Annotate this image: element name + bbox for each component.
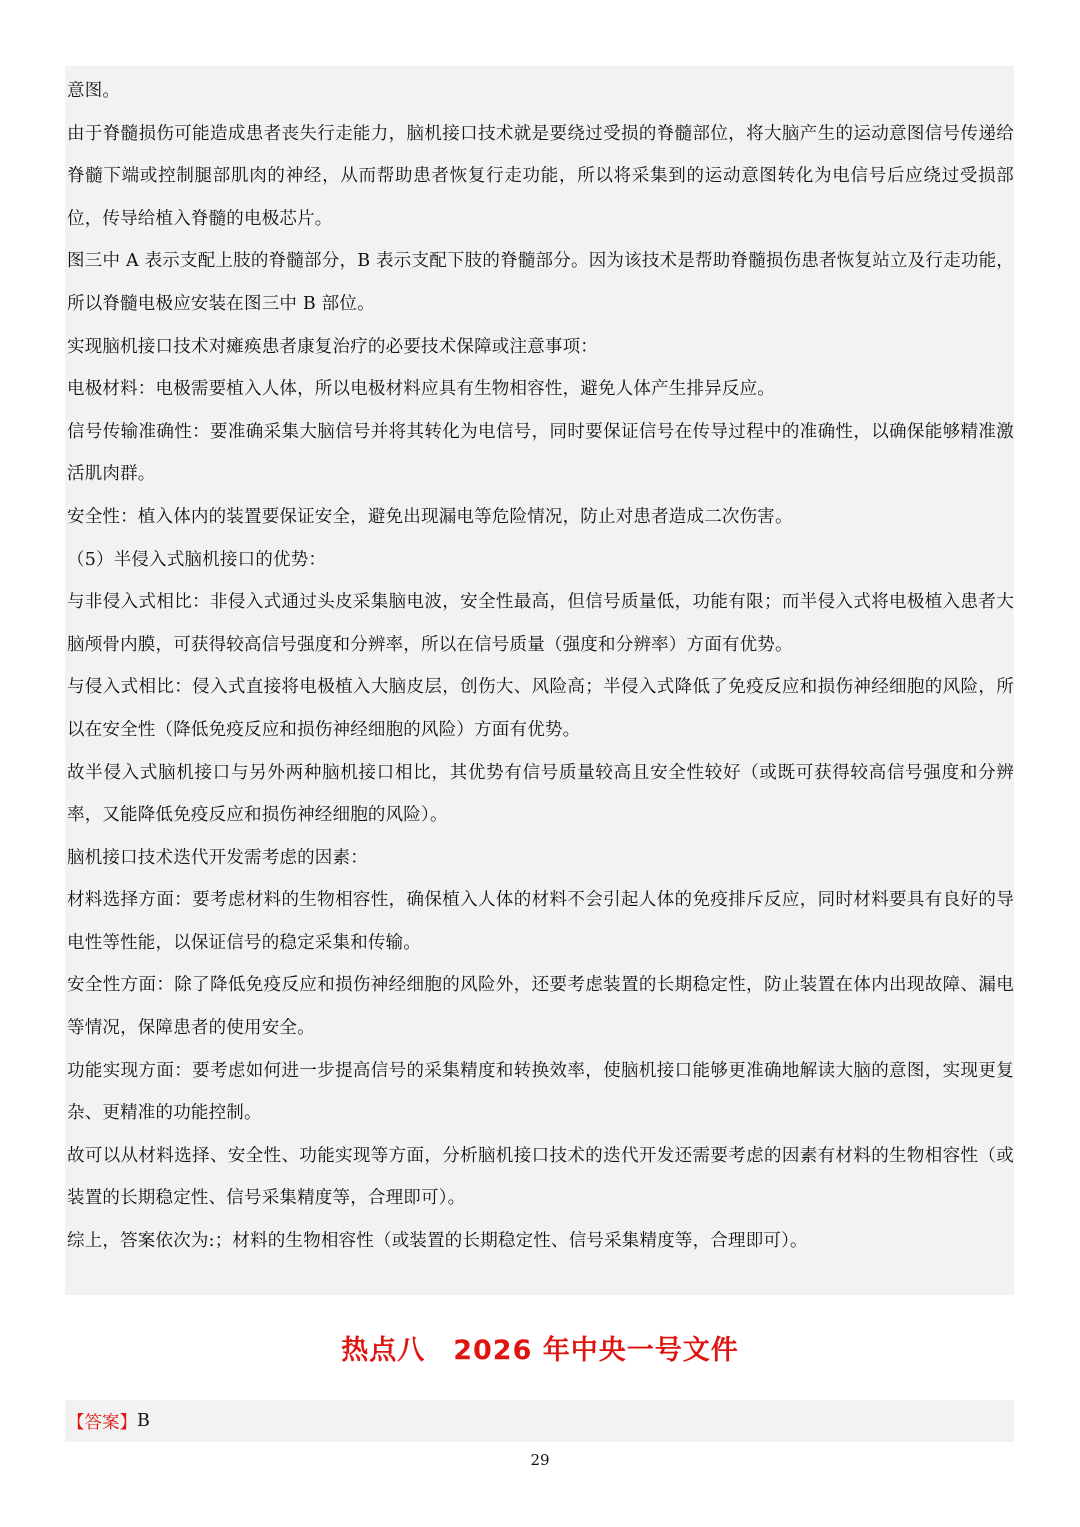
paragraph: 与侵入式相比：侵入式直接将电极植入大脑皮层，创伤大、风险高；半侵入式降低了免疫反应和损伤神经细胞的风险，所以在安全性（降低免疫反应和损伤神经细胞的风险）方面有优势。 [67, 677, 1014, 740]
explanation-box [65, 66, 1014, 1295]
answer-label: 【答案】 [67, 1412, 137, 1433]
paragraph: 实现脑机接口技术对瘫痪患者康复治疗的必要技术保障或注意事项： [67, 336, 598, 357]
paragraph: 由于脊髓损伤可能造成患者丧失行走能力，脑机接口技术就是要绕过受损的脊髓部位，将大脑产生的运动意图信号传递给脊髓下端或控制腿部肌肉的神经，从而帮助患者恢复行走功能，所以将采集到的运动意图转化为电信号后应绕过受损部位，传导给植入脊髓的电极芯片。 [67, 123, 1014, 229]
paragraph: 信号传输准确性：要准确采集大脑信号并将其转化为电信号，同时要保证信号在传导过程中的准确性，以确保能够精准激活肌肉群。 [67, 421, 1014, 485]
answer-bar [65, 1400, 1014, 1442]
paragraph: 故可以从材料选择、安全性、功能实现等方面，分析脑机接口技术的迭代开发还需要考虑的因素有材料的生物相容性（或装置的长期稳定性、信号采集精度等，合理即可）。 [67, 1145, 1014, 1209]
section-title: 热点八 2026 年中央一号文件 [341, 1335, 739, 1366]
page-number: 29 [530, 1451, 550, 1469]
paragraph: 电极材料：电极需要植入人体，所以电极材料应具有生物相容性，避免人体产生排异反应。 [67, 379, 775, 400]
answer-value: B [137, 1411, 150, 1431]
paragraph: 安全性方面：除了降低免疫反应和损伤神经细胞的风险外，还要考虑装置的长期稳定性，防止装置在体内出现故障、漏电等情况，保障患者的使用安全。 [67, 975, 1014, 1039]
paragraph: 安全性：植入体内的装置要保证安全，避免出现漏电等危险情况，防止对患者造成二次伤害。 [67, 506, 793, 527]
paragraph: 与非侵入式相比：非侵入式通过头皮采集脑电波，安全性最高，但信号质量低，功能有限；而半侵入式将电极植入患者大脑颅骨内膜，可获得较高信号强度和分辨率，所以在信号质量（强度和分辨率）方面有优势。 [67, 592, 1014, 655]
paragraph: 图三中 A 表示支配上肢的脊髓部分，B 表示支配下肢的脊髓部分。因为该技术是帮助脊髓损伤患者恢复站立及行走功能，所以脊髓电极应安装在图三中 B 部位。 [67, 251, 1014, 314]
paragraph: 材料选择方面：要考虑材料的生物相容性，确保植入人体的材料不会引起人体的免疫排斥反应，同时材料要具有良好的导电性等性能，以保证信号的稳定采集和传输。 [67, 890, 1014, 953]
paragraph: （5）半侵入式脑机接口的优势： [67, 549, 327, 570]
paragraph: 功能实现方面：要考虑如何进一步提高信号的采集精度和转换效率，使脑机接口能够更准确地解读大脑的意图，实现更复杂、更精准的功能控制。 [67, 1060, 1014, 1124]
paragraph: 故半侵入式脑机接口与另外两种脑机接口相比，其优势有信号质量较高且安全性较好（或既可获得较高信号强度和分辨率，又能降低免疫反应和损伤神经细胞的风险）。 [67, 762, 1014, 826]
paragraph: 综上，答案依次为:；材料的生物相容性（或装置的长期稳定性、信号采集精度等，合理即可）。 [67, 1231, 808, 1252]
paragraph: 脑机接口技术迭代开发需考虑的因素： [67, 847, 368, 868]
paragraph: 意图。 [67, 81, 121, 101]
